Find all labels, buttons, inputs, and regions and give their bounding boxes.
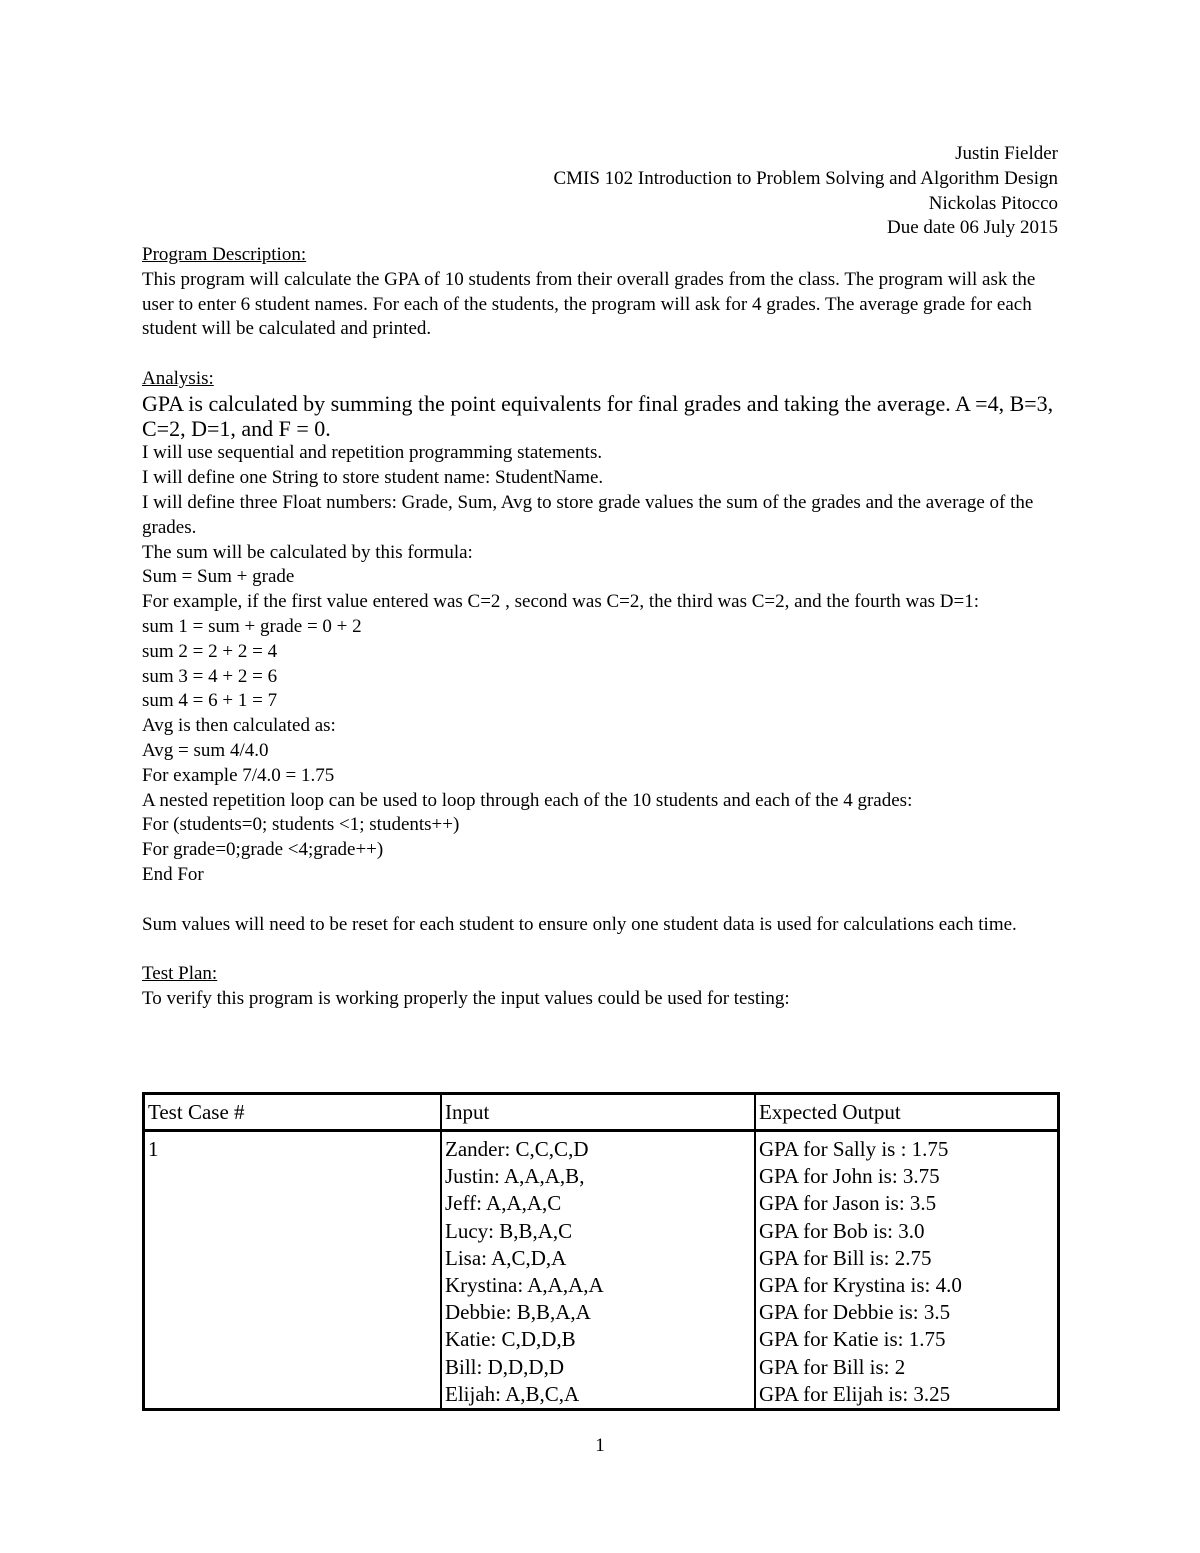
output-line: GPA for Bill is: 2	[759, 1354, 906, 1379]
output-line: GPA for Bill is: 2.75	[759, 1245, 932, 1270]
column-header-expected-output: Expected Output	[755, 1094, 1059, 1131]
author-name: Justin Fielder	[955, 143, 1058, 164]
document-body	[142, 243, 1060, 1012]
input-line: Krystina: A,A,A,A	[445, 1273, 604, 1298]
input-line: Bill: D,D,D,D	[445, 1354, 565, 1379]
output-line: GPA for Krystina is: 4.0	[759, 1273, 962, 1298]
analysis-intro: GPA is calculated by summing the point equivalents for final grades and taking the average. A =4, B=3, C=2, D=1, and F = 0.	[142, 390, 1054, 441]
analysis-line: I will define three Float numbers: Grade, Sum, Avg to store grade values the sum of the grades and the average of the grades.	[142, 491, 1034, 538]
analysis-line: A nested repetition loop can be used to loop through each of the 10 students and each of the 4 grades:	[142, 789, 913, 811]
analysis-heading: Analysis:	[142, 367, 214, 389]
output-line: GPA for Jason is: 3.5	[759, 1191, 937, 1216]
analysis-line: End For	[142, 863, 204, 885]
test-plan-intro: To verify this program is working properly the input values could be used for testing:	[142, 987, 790, 1009]
test-plan-heading: Test Plan:	[142, 963, 218, 985]
instructor-name: Nickolas Pitocco	[928, 192, 1058, 214]
input-line: Jeff: A,A,A,C	[445, 1191, 562, 1216]
input-line: Zander: C,C,C,D	[445, 1137, 589, 1161]
analysis-line: For example 7/4.0 = 1.75	[142, 764, 335, 786]
input-line: Elijah: A,B,C,A	[445, 1381, 580, 1406]
output-line: GPA for Katie is: 1.75	[759, 1327, 946, 1352]
input-line: Debbie: B,B,A,A	[445, 1300, 591, 1325]
column-header-test-case: Test Case #	[144, 1094, 442, 1131]
analysis-line: For grade=0;grade <4;grade++)	[142, 839, 384, 861]
analysis-line: I will use sequential and repetition programming statements.	[142, 442, 603, 464]
analysis-line: sum 1 = sum + grade = 0 + 2	[142, 615, 362, 637]
course-title: CMIS 102 Introduction to Problem Solving and Algorithm Design	[553, 167, 1058, 189]
program-description-text: This program will calculate the GPA of 10 students from their overall grades from the class. The program will ask the user to enter 6 student names. For each of the students, the program will ask for 4 grades. The average grade for each student will be calculated and printed.	[142, 268, 1036, 340]
table-header-row	[144, 1094, 1059, 1131]
output-line: GPA for Bob is: 3.0	[759, 1218, 925, 1243]
test-plan-table	[142, 1092, 1060, 1411]
input-line: Katie: C,D,D,B	[445, 1327, 576, 1352]
output-line: GPA for John is: 3.75	[759, 1164, 940, 1189]
due-date: Due date 06 July 2015	[887, 217, 1058, 239]
input-line: Justin: A,A,A,B,	[445, 1164, 585, 1189]
reset-note: Sum values will need to be reset for each student to ensure only one student data is used for calculations each time.	[142, 913, 1017, 935]
analysis-line: sum 3 = 4 + 2 = 6	[142, 665, 278, 687]
input-cell	[441, 1131, 755, 1410]
input-line: Lisa: A,C,D,A	[445, 1245, 567, 1270]
output-line: GPA for Debbie is: 3.5	[759, 1300, 951, 1325]
test-case-number: 1	[144, 1131, 442, 1410]
analysis-line: The sum will be calculated by this formula:	[142, 541, 473, 563]
analysis-line: Avg = sum 4/4.0	[142, 739, 269, 761]
analysis-line: For example, if the first value entered was C=2 , second was C=2, the third was C=2, and the fourth was D=1:	[142, 591, 979, 613]
header-block	[553, 142, 1058, 241]
table-row	[144, 1131, 1059, 1410]
analysis-line: Sum = Sum + grade	[142, 566, 295, 588]
program-description-heading: Program Description:	[142, 244, 307, 265]
input-line: Lucy: B,B,A,C	[445, 1218, 573, 1243]
page-number: 1	[595, 1435, 605, 1456]
output-line: GPA for Sally is : 1.75	[759, 1137, 949, 1161]
analysis-line: For (students=0; students <1; students++)	[142, 814, 460, 836]
analysis-line: I will define one String to store student name: StudentName.	[142, 467, 604, 489]
analysis-line: Avg is then calculated as:	[142, 715, 336, 737]
analysis-line: sum 4 = 6 + 1 = 7	[142, 690, 278, 712]
output-line: GPA for Elijah is: 3.25	[759, 1381, 951, 1406]
expected-output-cell	[755, 1131, 1059, 1410]
column-header-input: Input	[441, 1094, 755, 1131]
analysis-line: sum 2 = 2 + 2 = 4	[142, 640, 278, 662]
